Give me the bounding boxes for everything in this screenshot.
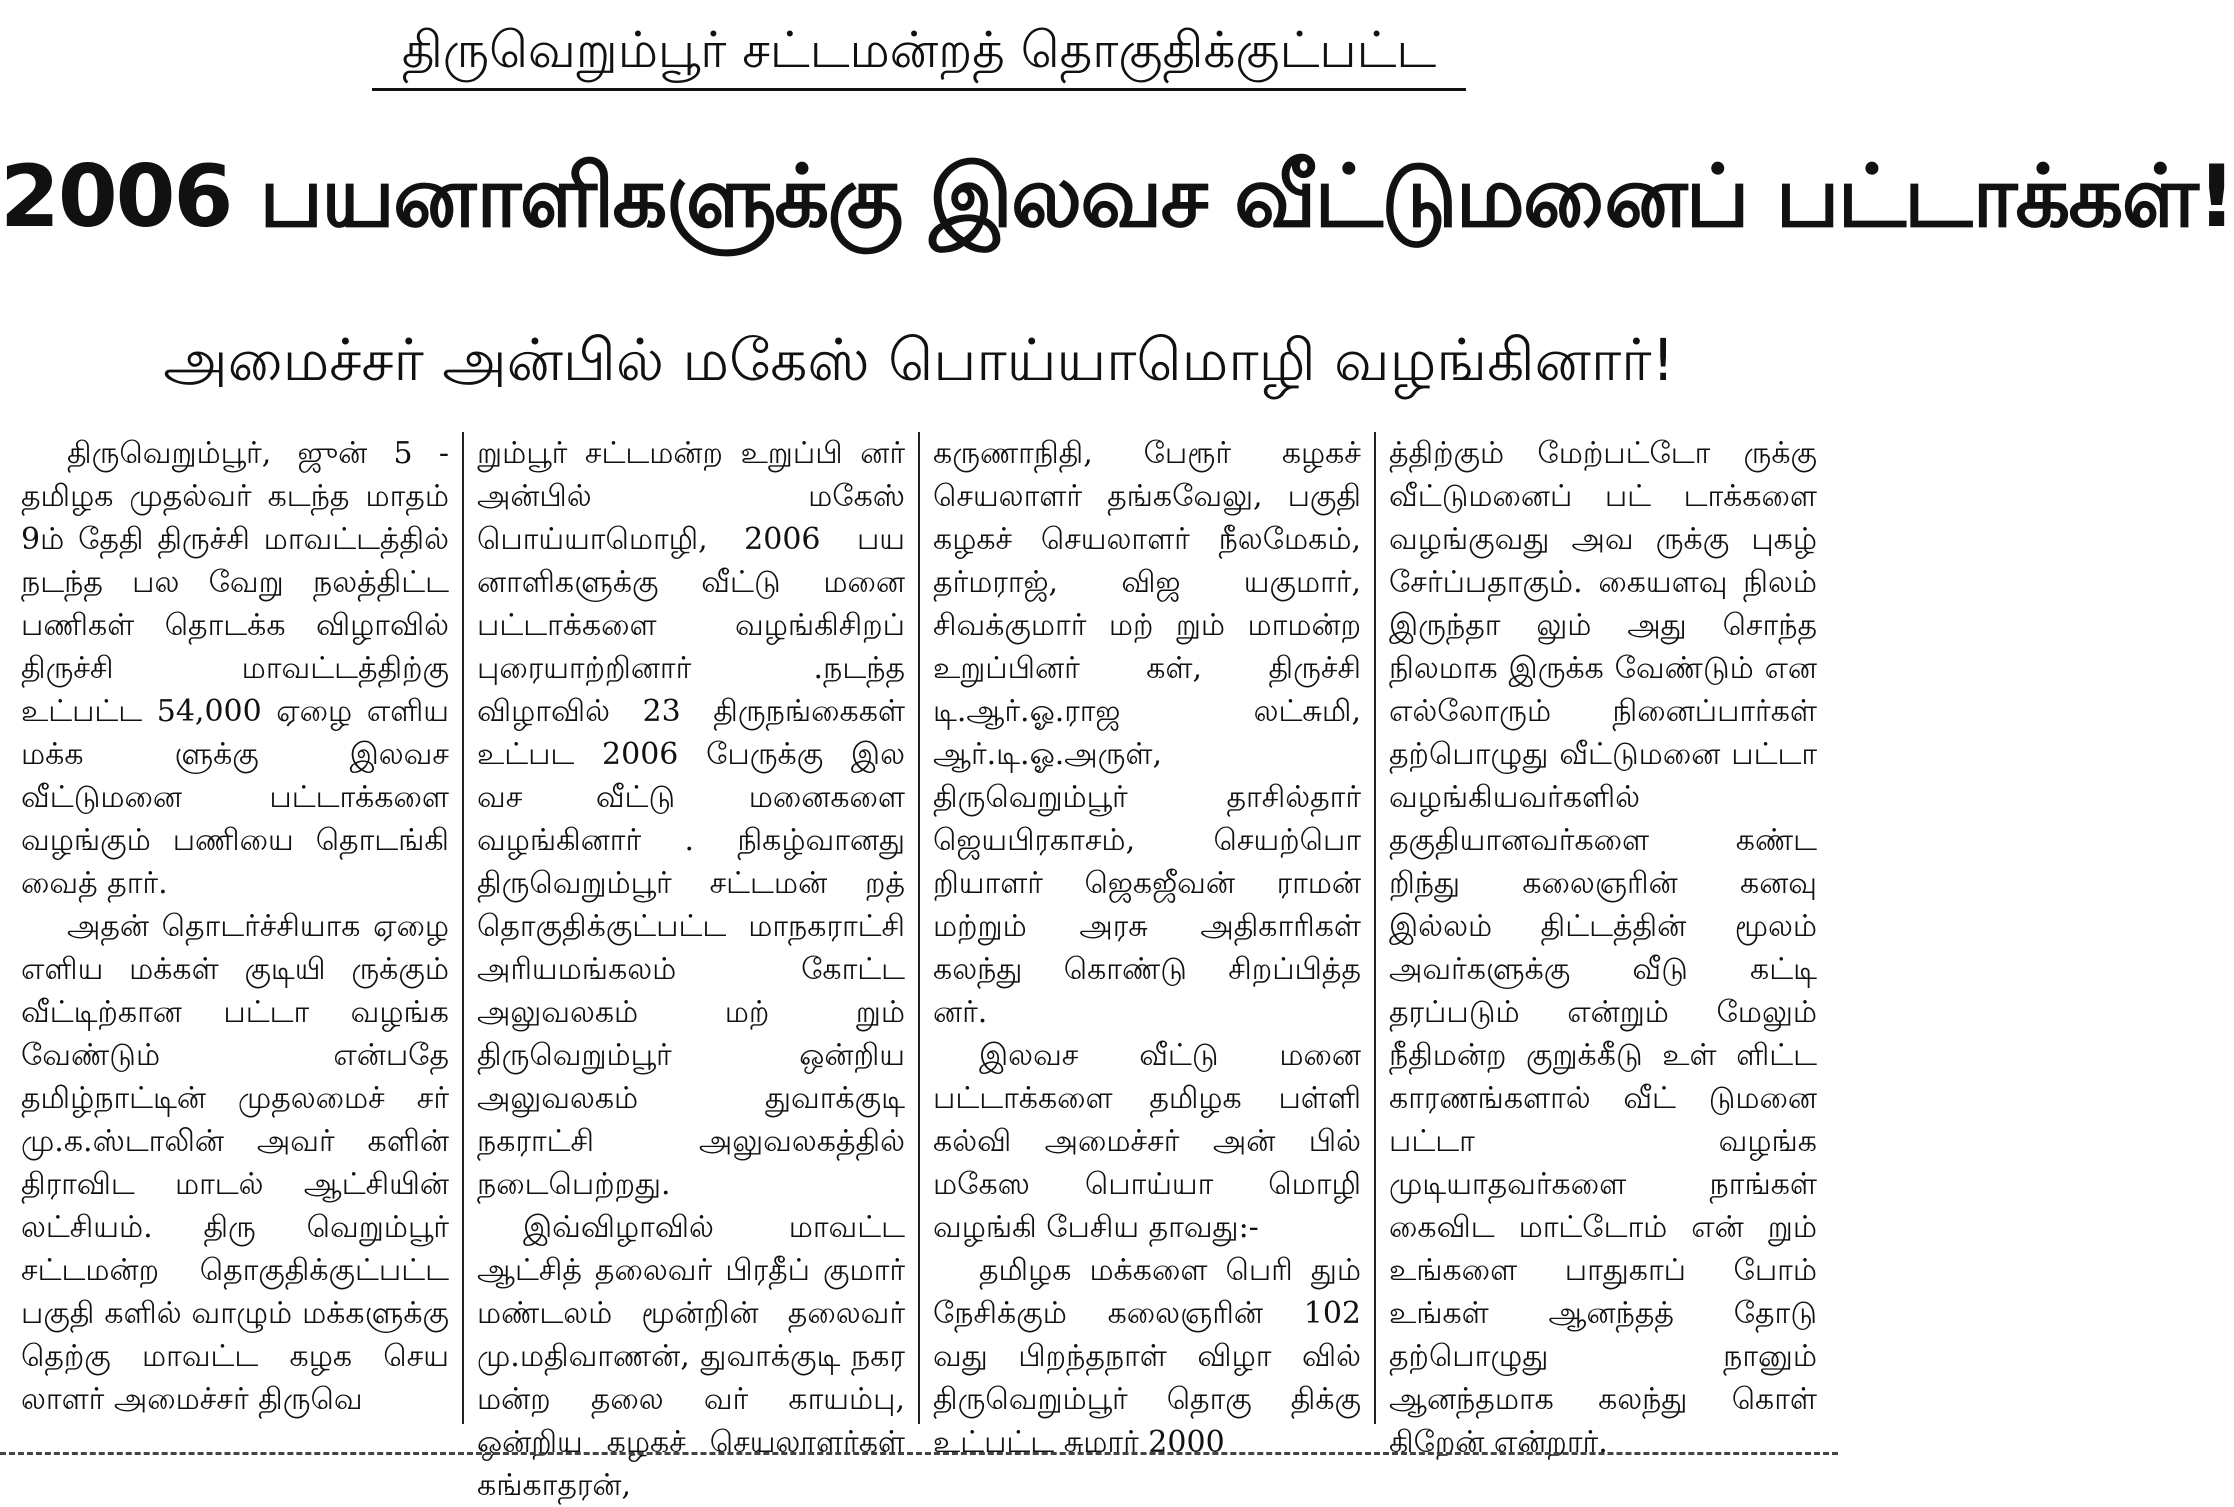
paragraph: அதன் தொடர்ச்சியாக ஏழை எளிய மக்கள் குடியி ருக்கும் வீட்டிற்கான பட்டா வழங்க வேண்டும் என்பதே தமிழ்நாட்டின் முதலமைச் சர் மு.க.ஸ்டாலின் அவர் களின் திராவிட மாடல் ஆட்சியின் லட்சியம். திரு வெறும்பூர் சட்டமன்ற தொகுதிக்குட்பட்ட பகுதி களில் வாழும் மக்களுக்கு தெற்கு மாவட்ட கழக செய லாளர் அமைச்சர் திருவெ: [21, 909, 449, 1417]
column-1: [8, 432, 462, 1424]
article-body: [8, 432, 1830, 1503]
paragraph: றும்பூர் சட்டமன்ற உறுப்பி னர் அன்பில் மகேஸ் பொய்யாமொழி, 2006 பய னாளிகளுக்கு வீட்டு மனை பட்டாக்களை வழங்கிசிறப் புரையாற்றினார் .நடந்த விழாவில் 23 திருநங்கைகள் உட்பட 2006 பேருக்கு இல வச வீட்டு மனைகளை வழங்கினார் . நிகழ்வானது திருவெறும்பூர் சட்டமன் றத் தொகுதிக்குட்பட்ட மாநகராட்சி அரியமங்கலம் கோட்ட அலுவலகம் மற் றும் திருவெறும்பூர் ஒன்றிய அலுவலகம் துவாக்குடி நகராட்சி அலுவலகத்தில் நடைபெற்றது.: [477, 436, 905, 1202]
dashed-cut-line: [0, 1452, 1838, 1455]
column-3: [918, 432, 1374, 1460]
subheadline: அமைச்சர் அன்பில் மகேஸ் பொய்யாமொழி வழங்கினார்!: [163, 326, 1675, 394]
paragraph: தமிழக மக்களை பெரி தும் நேசிக்கும் கலைஞரின் 102 வது பிறந்தநாள் விழா வில் திருவெறும்பூர் தொகு திக்கு உட்பட்ட சுமார் 2000: [933, 1253, 1361, 1460]
paragraph: இலவச வீட்டு மனை பட்டாக்களை தமிழக பள்ளி கல்வி அமைச்சர் அன் பில் மகேஸ பொய்யா மொழி வழங்கி பேசிய தாவது:-: [933, 1038, 1361, 1245]
kicker-text: திருவெறும்பூர் சட்டமன்றத் தொகுதிக்குட்பட்ட: [372, 14, 1466, 91]
paragraph: த்திற்கும் மேற்பட்டோ ருக்கு வீட்டுமனைப் பட் டாக்களை வழங்குவது அவ ருக்கு புகழ் சேர்ப்பதாகும். கையளவு நிலம் இருந்தா லும் அது சொந்த நிலமாக இருக்க வேண்டும் என எல்லோரும் நினைப்பார்கள் தற்பொழுது வீட்டுமனை பட்டா வழங்கியவர்களில் தகுதியானவர்களை கண்ட றிந்து கலைஞரின் கனவு இல்லம் திட்டத்தின் மூலம் அவர்களுக்கு வீடு கட்டி தரப்படும் என்றும் மேலும் நீதிமன்ற குறுக்கீடு உள் ளிட்ட காரணங்களால் வீட் டுமனை பட்டா வழங்க முடியாதவர்களை நாங்கள் கைவிட மாட்டோம் என் றும் உங்களை பாதுகாப் போம் உங்கள் ஆனந்தத் தோடு தற்பொழுது நானும் ஆனந்தமாக கலந்து கொள் கிறேன் என்றார்.: [1389, 436, 1817, 1460]
column-4: [1374, 432, 1830, 1460]
column-2: [462, 432, 918, 1503]
paragraph: கருணாநிதி, பேரூர் கழகச் செயலாளர் தங்கவேலு, பகுதி கழகச் செயலாளர் நீலமேகம், தர்மராஜ், விஜ யகுமார், சிவக்குமார் மற் றும் மாமன்ற உறுப்பினர் கள், திருச்சி டி.ஆர்.ஓ.ராஜ லட்சுமி, ஆர்.டி.ஓ.அருள், திருவெறும்பூர் தாசில்தார் ஜெயபிரகாசம், செயற்பொ றியாளர் ஜெகஜீவன் ராமன் மற்றும் அரசு அதிகாரிகள் கலந்து கொண்டு சிறப்பித்த னர்.: [933, 436, 1361, 1030]
headline: 2006 பயனாளிகளுக்கு இலவச வீட்டுமனைப் பட்டாக்கள்!: [0, 147, 2234, 247]
kicker-line: [0, 14, 1838, 91]
paragraph: இவ்விழாவில் மாவட்ட ஆட்சித் தலைவர் பிரதீப் குமார் மண்டலம் மூன்றின் தலைவர் மு.மதிவாணன், துவாக்குடி நகர மன்ற தலை வர் காயம்பு, ஒன்றிய கழகச் செயலாளர்கள் கங்காதரன்,: [477, 1210, 905, 1503]
paragraph: திருவெறும்பூர், ஜுன் 5 - தமிழக முதல்வர் கடந்த மாதம் 9ம் தேதி திருச்சி மாவட்டத்தில் நடந்த பல வேறு நலத்திட்ட பணிகள் தொடக்க விழாவில் திருச்சி மாவட்டத்திற்கு உட்பட்ட 54,000 ஏழை எளிய மக்க ளுக்கு இலவச வீட்டுமனை பட்டாக்களை வழங்கும் பணியை தொடங்கி வைத் தார்.: [21, 436, 449, 901]
